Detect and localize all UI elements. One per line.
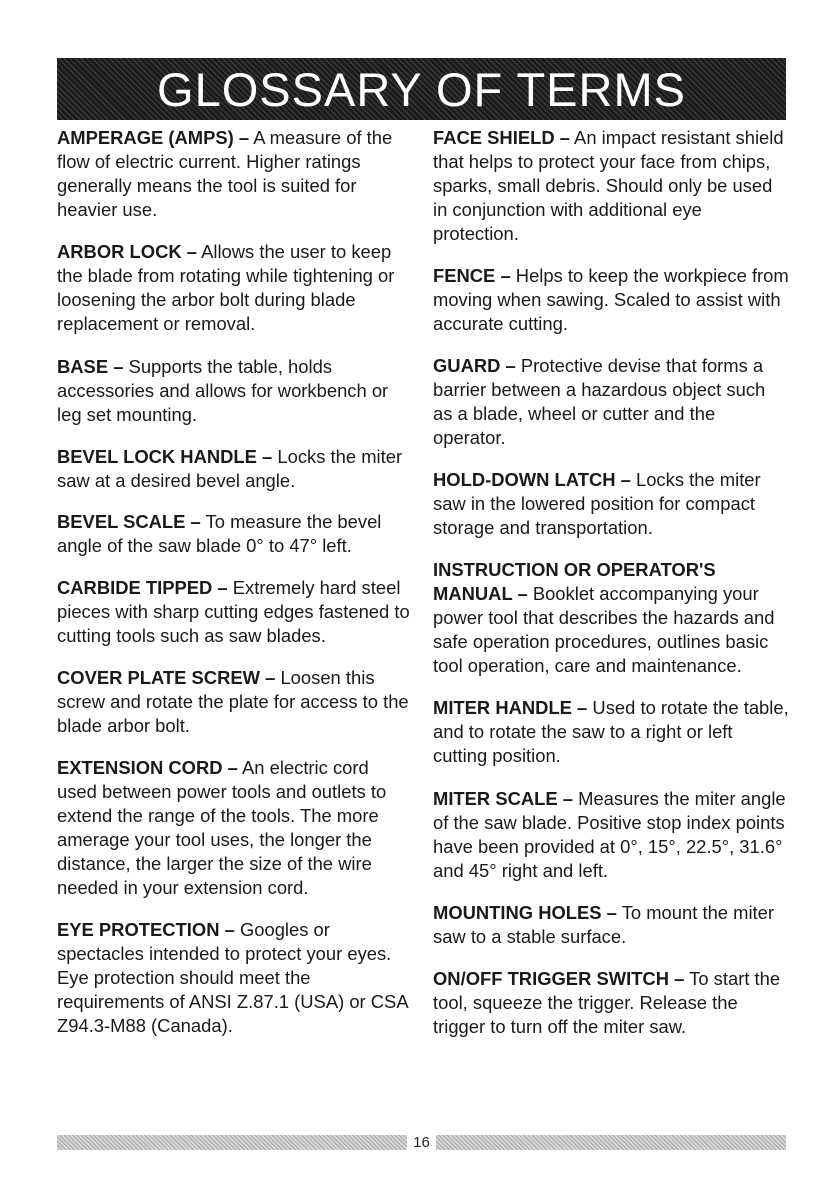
glossary-entry-arbor-lock [57,240,412,336]
glossary-entry-amperage [57,126,412,222]
page-number: 16 [413,1134,430,1151]
glossary-entry-bevel-lock-handle [57,445,412,493]
glossary-term: FENCE – [433,265,511,286]
glossary-term: HOLD-DOWN LATCH – [433,469,631,490]
glossary-term: AMPERAGE (AMPS) – [57,127,250,148]
glossary-entry-instruction-manual [433,558,789,678]
glossary-entry-cover-plate-screw [57,666,412,738]
glossary-column-left [57,126,412,1038]
glossary-definition: A measure of the flow of electric current. Higher ratings generally means the tool is suited for heavier use. [57,127,393,220]
glossary-definition: Booklet accompanying your power tool that describes the hazards and safe operation procedures, outlines basic tool operation, care and maintenance. [433,583,775,676]
glossary-term: ARBOR LOCK – [57,241,197,262]
glossary-definition: Protective devise that forms a barrier between a hazardous object such as a blade, wheel or cutter and the operator. [433,355,766,448]
glossary-term: BASE – [57,356,124,377]
glossary-entry-carbide-tipped [57,576,412,648]
glossary-term: FACE SHIELD – [433,127,570,148]
glossary-definition: An impact resistant shield that helps to protect your face from chips, sparks, small debris. Should only be used in conjunction with additional eye protection. [433,127,784,244]
glossary-definition: An electric cord used between power tools and outlets to extend the range of the tools. The more amerage your tool uses, the longer the distance, the larger the size of the wire needed in your extension cord. [57,757,387,898]
footer-rule-right [436,1135,786,1150]
glossary-term: MITER HANDLE – [433,697,588,718]
glossary-definition: Allows the user to keep the blade from rotating while tightening or loosening the arbor bolt during blade replacement or removal. [57,241,395,334]
glossary-entry-bevel-scale [57,510,412,558]
glossary-term: CARBIDE TIPPED – [57,577,228,598]
glossary-entry-base [57,355,412,427]
glossary-entry-extension-cord [57,756,412,900]
glossary-term: MITER SCALE – [433,788,573,809]
glossary-column-right [433,126,789,1039]
glossary-definition: Supports the table, holds accessories and allows for workbench or leg set mounting. [57,356,389,425]
page-footer [57,1134,786,1151]
glossary-entry-miter-scale [433,787,789,883]
glossary-term: GUARD – [433,355,516,376]
glossary-term: EXTENSION CORD – [57,757,238,778]
glossary-entry-fence [433,264,789,336]
glossary-entry-miter-handle [433,696,789,768]
page-title: GLOSSARY OF TERMS [157,62,686,116]
glossary-entry-eye-protection [57,918,412,1038]
glossary-definition: To start the tool, squeeze the trigger. Release the trigger to turn off the miter saw. [433,968,781,1037]
glossary-entry-guard [433,354,789,450]
glossary-entry-mounting-holes [433,901,789,949]
glossary-entry-hold-down-latch [433,468,789,540]
glossary-definition: To measure the bevel angle of the saw blade 0° to 47° left. [57,511,382,556]
glossary-definition: Loosen this screw and rotate the plate for access to the blade arbor bolt. [57,667,409,736]
glossary-definition: To mount the miter saw to a stable surface. [433,902,774,947]
glossary-definition: Used to rotate the table, and to rotate the saw to a right or left cutting position. [433,697,789,766]
glossary-definition: Googles or spectacles intended to protect your eyes. Eye protection should meet the requirements of ANSI Z.87.1 (USA) or CSA Z94.3-M88 (Canada). [57,919,408,1036]
glossary-definition: Locks the miter saw at a desired bevel angle. [57,446,403,491]
glossary-term: MOUNTING HOLES – [433,902,617,923]
title-banner [57,58,786,120]
glossary-term: BEVEL SCALE – [57,511,201,532]
glossary-definition: Measures the miter angle of the saw blade. Positive stop index points have been provided at 0°, 15°, 22.5°, 31.6° and 45° right and left. [433,788,786,881]
glossary-entry-face-shield [433,126,789,246]
glossary-definition: Locks the miter saw in the lowered position for compact storage and transportation. [433,469,761,538]
glossary-definition: Extremely hard steel pieces with sharp cutting edges fastened to cutting tools such as saw blades. [57,577,410,646]
footer-rule-left [57,1135,407,1150]
glossary-term: ON/OFF TRIGGER SWITCH – [433,968,685,989]
glossary-term: INSTRUCTION OR OPERATOR'S MANUAL – [433,559,716,604]
glossary-definition: Helps to keep the workpiece from moving when sawing. Scaled to assist with accurate cutting. [433,265,789,334]
glossary-entry-on-off-trigger-switch [433,967,789,1039]
glossary-term: EYE PROTECTION – [57,919,235,940]
glossary-term: COVER PLATE SCREW – [57,667,276,688]
glossary-term: BEVEL LOCK HANDLE – [57,446,273,467]
